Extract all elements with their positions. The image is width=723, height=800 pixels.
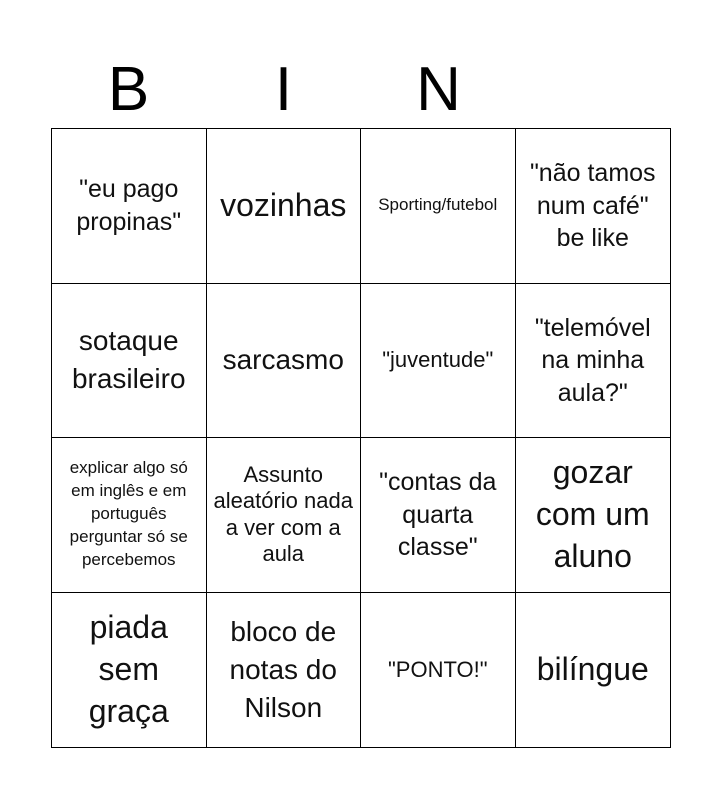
bingo-cell[interactable] xyxy=(207,438,362,593)
bingo-cell[interactable] xyxy=(52,593,207,748)
bingo-cell[interactable] xyxy=(52,284,207,439)
title-letter-n: N xyxy=(416,55,461,124)
bingo-cell[interactable] xyxy=(361,593,516,748)
bingo-cell[interactable] xyxy=(516,593,671,748)
bingo-cell-text: piada sem graça xyxy=(88,609,169,729)
bingo-cell-text: "PONTO!" xyxy=(387,656,488,682)
bingo-cell[interactable] xyxy=(516,284,671,439)
bingo-cell[interactable] xyxy=(361,284,516,439)
bingo-cell-text: Assunto aleatório nada a ver com a aula xyxy=(213,461,353,567)
title-letter-i: I xyxy=(274,55,293,124)
bingo-cell-text: sarcasmo xyxy=(222,344,344,376)
bingo-cell[interactable] xyxy=(207,284,362,439)
bingo-cell-text: "juventude" xyxy=(382,347,494,373)
bingo-cell[interactable] xyxy=(361,438,516,593)
bingo-cell[interactable] xyxy=(207,593,362,748)
bingo-cell-text: Sporting/futebol xyxy=(378,195,498,215)
bingo-cell-text: "telemóvel na minha aula?" xyxy=(534,313,651,407)
bingo-cell-text: sotaque brasileiro xyxy=(71,325,186,395)
title-letter-g xyxy=(516,52,671,128)
bingo-cell[interactable] xyxy=(207,129,362,284)
bingo-cell-text: bilíngue xyxy=(536,650,649,687)
bingo-cell[interactable] xyxy=(516,438,671,593)
bingo-board xyxy=(51,128,671,748)
bingo-title xyxy=(51,52,671,128)
title-letter-b: B xyxy=(107,55,150,124)
bingo-cell-text: "contas da quarta classe" xyxy=(379,468,497,561)
bingo-cell-text: explicar algo só em inglês e em português perguntar só se percebemos xyxy=(69,458,188,570)
bingo-cell-text: "não tamos num café" be like xyxy=(529,159,656,252)
bingo-cell-text: gozar com um aluno xyxy=(535,454,650,574)
bingo-cell-text: vozinhas xyxy=(220,186,347,223)
bingo-cell-text: bloco de notas do Nilson xyxy=(229,616,337,723)
bingo-cell[interactable] xyxy=(52,129,207,284)
bingo-cell[interactable] xyxy=(516,129,671,284)
bingo-cell[interactable] xyxy=(361,129,516,284)
bingo-cell-text: "eu pago propinas" xyxy=(76,175,182,236)
bingo-cell[interactable] xyxy=(52,438,207,593)
